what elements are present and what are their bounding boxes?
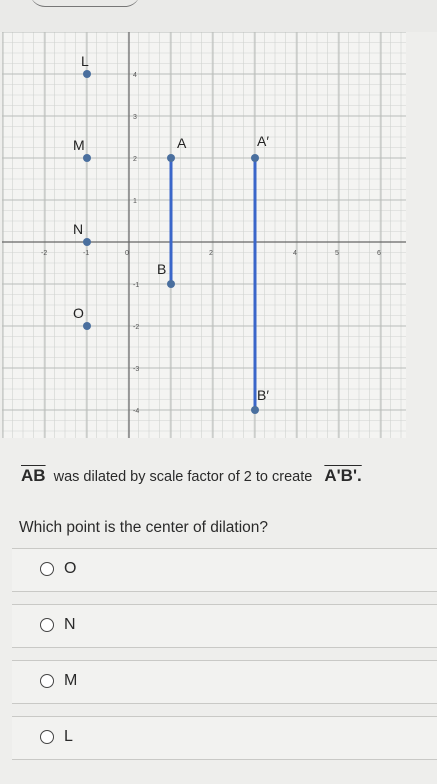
point-n xyxy=(83,238,91,246)
point-label-a: A xyxy=(177,135,187,151)
x-tick-label: 4 xyxy=(293,250,297,257)
point-label-b: B xyxy=(157,261,167,277)
answer-option-o[interactable] xyxy=(12,548,437,592)
option-label: L xyxy=(64,728,73,745)
point-l xyxy=(83,70,91,78)
radio-button[interactable] xyxy=(40,618,54,632)
segment-ab: $\overline{AB}$ xyxy=(21,466,46,485)
y-tick-label: -4 xyxy=(133,408,140,415)
answer-option-m[interactable] xyxy=(12,660,437,704)
option-label: M xyxy=(64,672,78,689)
radio-button[interactable] xyxy=(40,730,54,744)
point-m xyxy=(83,154,91,162)
coordinate-graph xyxy=(2,32,406,438)
dilation-statement xyxy=(21,466,362,486)
point-b xyxy=(167,280,175,288)
answer-option-n[interactable] xyxy=(12,604,437,648)
question-prompt: Which point is the center of dilation? xyxy=(19,519,268,536)
radio-button[interactable] xyxy=(40,674,54,688)
y-tick-label: 4 xyxy=(133,72,137,79)
x-tick-label: -2 xyxy=(41,250,48,257)
point-label-o: O xyxy=(73,305,84,321)
radio-button[interactable] xyxy=(40,562,54,576)
x-tick-label: 6 xyxy=(377,250,381,257)
point-a xyxy=(167,154,175,162)
option-label: O xyxy=(64,560,77,577)
y-tick-label: -2 xyxy=(133,324,140,331)
graph-svg xyxy=(2,32,406,438)
x-tick-label: 2 xyxy=(209,250,213,257)
point-label-b-prime: B′ xyxy=(257,387,269,403)
y-tick-label: -1 xyxy=(133,282,140,289)
x-tick-label: -1 xyxy=(83,250,90,257)
point-label-m: M xyxy=(73,137,85,153)
statement-text: was dilated by scale factor of 2 to create xyxy=(53,469,313,485)
option-label: N xyxy=(64,616,76,633)
point-label-a-prime: A′ xyxy=(257,133,269,149)
point-label-l: L xyxy=(81,53,89,69)
x-tick-label: 0 xyxy=(125,250,129,257)
y-tick-label: 2 xyxy=(133,156,137,163)
y-tick-label: 1 xyxy=(133,198,137,205)
point-label-n: N xyxy=(73,221,84,237)
x-tick-label: 5 xyxy=(335,250,339,257)
handwritten-mark xyxy=(30,0,140,7)
point-a-prime xyxy=(251,154,259,162)
answer-option-l[interactable] xyxy=(12,716,437,760)
top-strip xyxy=(0,0,437,32)
segment-a-prime-b-prime: A'B'. xyxy=(324,466,362,485)
y-tick-label: 3 xyxy=(133,114,137,121)
point-b-prime xyxy=(251,406,259,414)
y-tick-label: -3 xyxy=(133,366,140,373)
point-o xyxy=(83,322,91,330)
